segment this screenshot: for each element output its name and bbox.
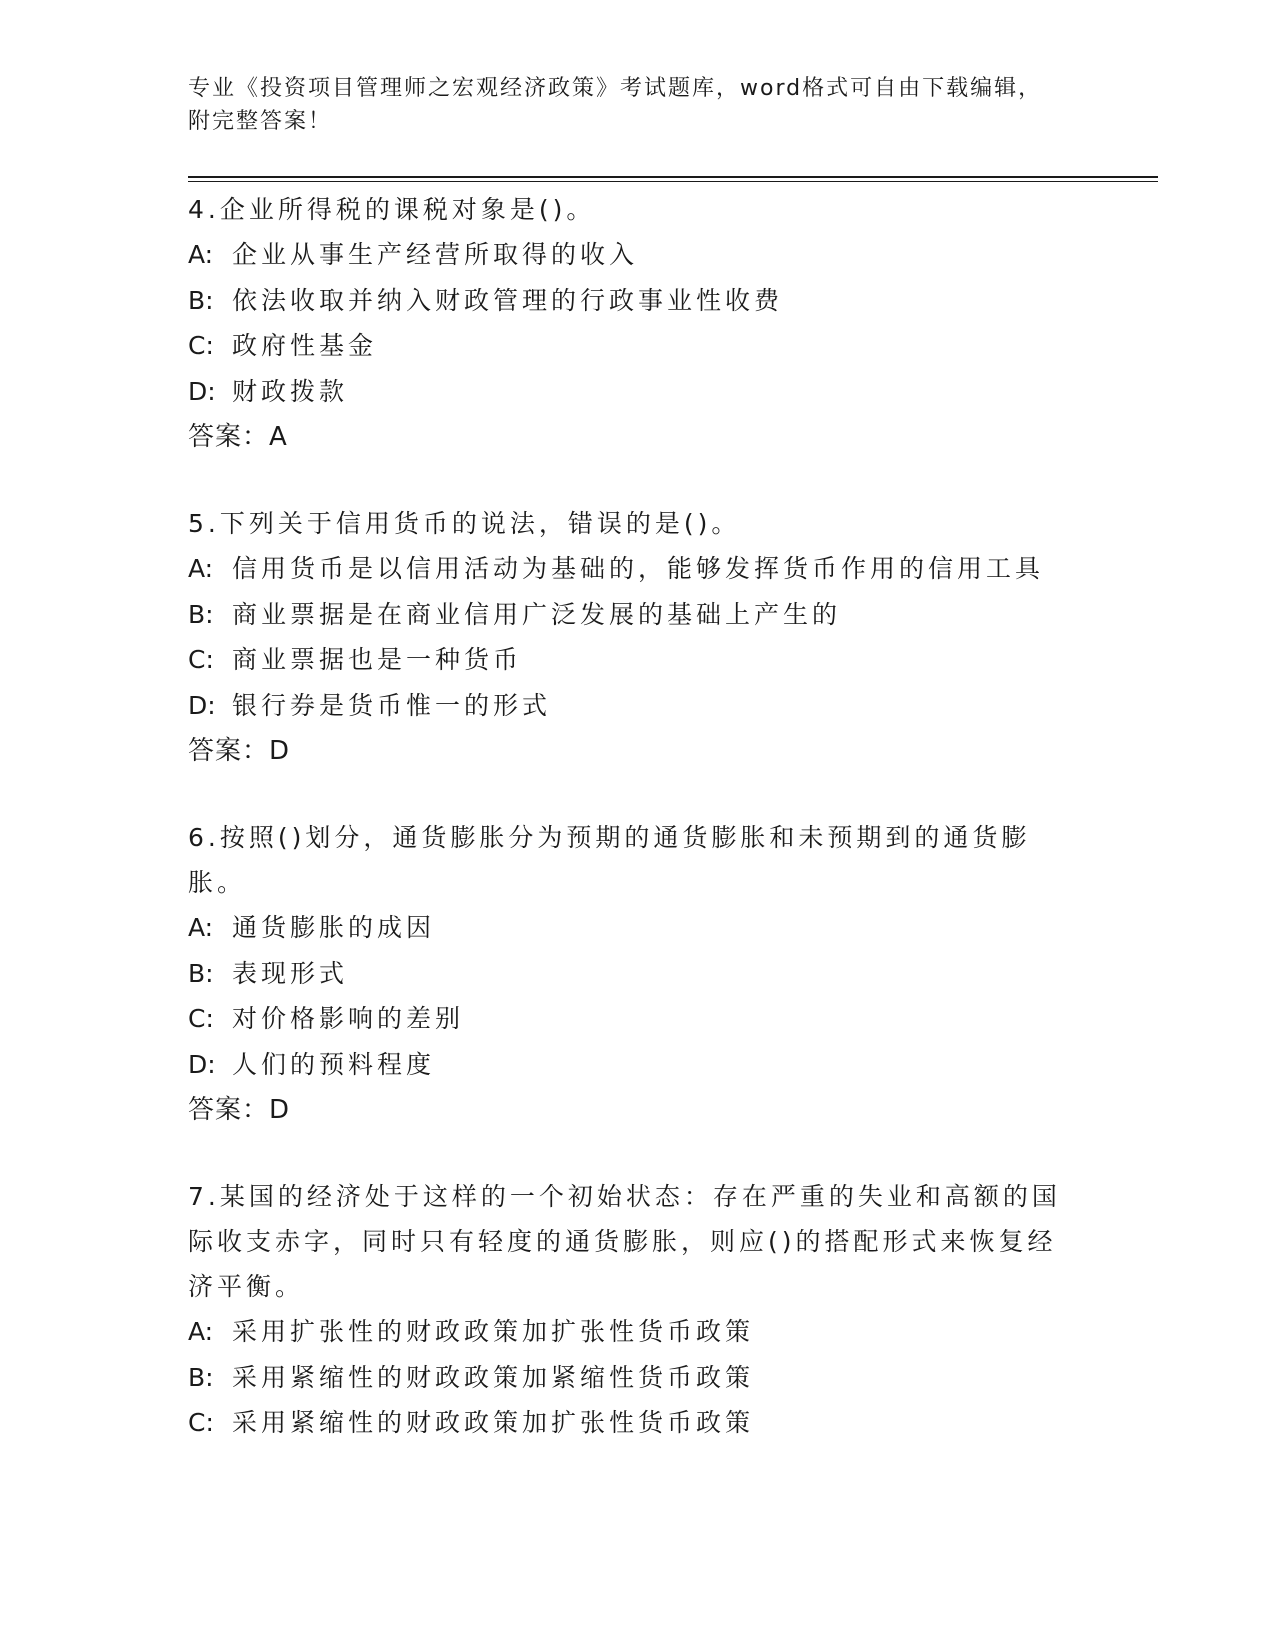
- option-d: [188, 1042, 1078, 1088]
- option-d: [188, 369, 1078, 415]
- option-key: A:: [188, 240, 214, 269]
- option-text: 企业从事生产经营所取得的收入: [232, 240, 639, 269]
- option-key: B:: [188, 599, 214, 629]
- option-text: 表现形式: [232, 958, 349, 988]
- option-key: A:: [188, 554, 214, 583]
- option-c: [188, 637, 1078, 683]
- option-text: 依法收取并纳入财政管理的行政事业性收费: [232, 285, 784, 315]
- option-b: [188, 951, 1078, 997]
- option-key: D:: [188, 1049, 216, 1079]
- question-text: 6.按照()划分，通货膨胀分为预期的通货膨胀和未预期到的通货膨胀。: [188, 823, 1031, 897]
- header-line-1: 专业《投资项目管理师之宏观经济政策》考试题库，word格式可自由下载编辑，: [188, 76, 1043, 101]
- option-key: D:: [188, 690, 216, 720]
- header-divider-thick: [188, 176, 1158, 178]
- option-key: B:: [188, 285, 214, 315]
- option-key: D:: [188, 376, 216, 406]
- option-b: [188, 592, 1078, 638]
- question-5: [188, 501, 1078, 774]
- option-text: 政府性基金: [232, 331, 378, 360]
- header-line-2: 附完整答案！: [188, 109, 333, 134]
- option-c: [188, 323, 1078, 369]
- question-list: [188, 187, 1078, 1487]
- option-key: C:: [188, 331, 214, 360]
- option-key: A:: [188, 913, 214, 942]
- option-text: 采用紧缩性的财政政策加扩张性货币政策: [232, 1408, 755, 1437]
- option-b: [188, 1355, 1078, 1401]
- question-text: 4.企业所得税的课税对象是()。: [188, 195, 596, 224]
- question-text: 7.某国的经济处于这样的一个初始状态：存在严重的失业和高额的国际收支赤字，同时只有轻度的通货膨胀，则应()的搭配形式来恢复经济平衡。: [188, 1182, 1061, 1301]
- option-text: 银行券是货币惟一的形式: [232, 690, 552, 720]
- option-text: 通货膨胀的成因: [232, 913, 436, 942]
- question-6: [188, 815, 1078, 1133]
- option-key: B:: [188, 958, 214, 988]
- option-key: C:: [188, 1408, 214, 1437]
- option-c: [188, 1400, 1078, 1446]
- option-a: [188, 1309, 1078, 1355]
- option-b: [188, 278, 1078, 324]
- option-text: 商业票据是在商业信用广泛发展的基础上产生的: [232, 599, 842, 629]
- option-text: 对价格影响的差别: [232, 1004, 465, 1033]
- option-key: B:: [188, 1362, 214, 1392]
- document-header: [188, 72, 1068, 138]
- option-a: [188, 232, 1078, 278]
- option-d: [188, 683, 1078, 729]
- header-divider-thin: [188, 181, 1158, 182]
- option-text: 采用扩张性的财政政策加扩张性货币政策: [232, 1317, 755, 1346]
- option-a: [188, 546, 1078, 592]
- question-4: [188, 187, 1078, 460]
- option-text: 商业票据也是一种货币: [232, 645, 523, 674]
- option-c: [188, 996, 1078, 1042]
- option-text: 采用紧缩性的财政政策加紧缩性货币政策: [232, 1362, 755, 1392]
- option-text: 信用货币是以信用活动为基础的，能够发挥货币作用的信用工具: [232, 554, 1045, 583]
- answer-line: 答案：D: [188, 1095, 291, 1125]
- option-text: 人们的预料程度: [232, 1049, 436, 1079]
- option-key: C:: [188, 645, 214, 674]
- option-key: A:: [188, 1317, 214, 1346]
- option-key: C:: [188, 1004, 214, 1033]
- option-text: 财政拨款: [232, 376, 349, 406]
- option-a: [188, 905, 1078, 951]
- question-text: 5.下列关于信用货币的说法，错误的是()。: [188, 509, 741, 538]
- question-7: [188, 1174, 1078, 1446]
- answer-line: 答案：A: [188, 422, 288, 452]
- answer-line: 答案：D: [188, 736, 291, 766]
